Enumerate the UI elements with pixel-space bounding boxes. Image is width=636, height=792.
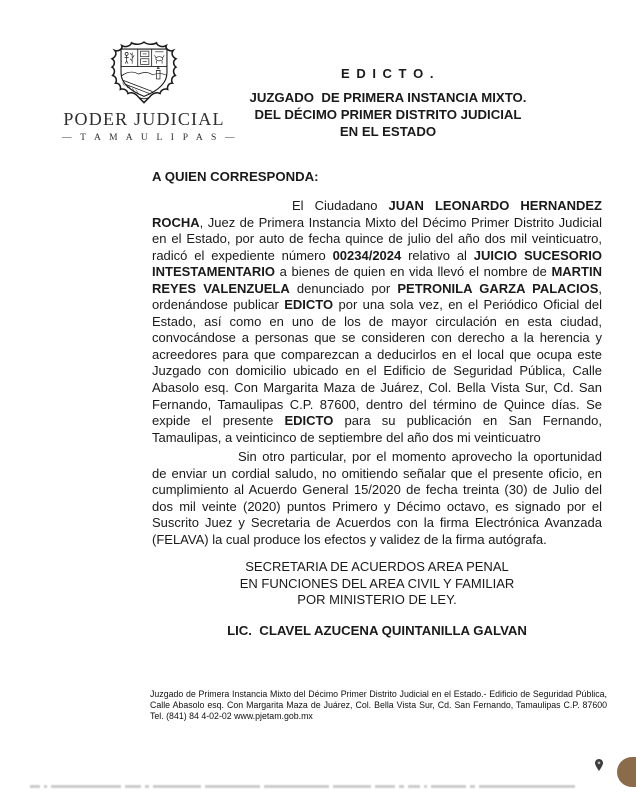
edict-paragraph: El Ciudadano JUAN LEONARDO HERNANDEZ ROCHA, Juez de Primera Instancia Mixto del Décimo Primer Distrito Judicial en el Estado, por auto de fecha quince de julio del año dos mil veinticuatro, radicó el expediente número 00234/2024 relativo al JUICIO SUCESORIO INTESTAMENTARIO a bienes de quien en vida llevó el nombre de MARTIN REYES VALENZUELA denunciado por PETRONILA GARZA PALACIOS, ordenándose publicar EDICTO por una sola vez, en el Periódico Oficial del Estado, así como en uno de los de mayor circulación en esta ciudad, convocándose a personas que se consideren con derecho a la herencia y acreedores para que comparezcan a deducirlos en el local que ocupa este Juzgado con domicilio ubicado en el Edificio de Seguridad Pública, Calle Abasolo esq. Con Margarita Maza de Juárez, Col. Bella Vista Sur, Cd. San Fernando, Tamaulipas C.P. 87600, dentro del término de Quince días. Se expide el presente EDICTO para su publicación en San Fernando, Tamaulipas, a veinticinco de septiembre del año dos mi veinticuatro xyxy=(152,198,603,445)
signatory-name: LIC. CLAVEL AZUCENA QUINTANILLA GALVAN xyxy=(227,623,527,639)
signature-office xyxy=(152,559,602,608)
document-body xyxy=(152,169,602,638)
scroll-pill-button[interactable] xyxy=(617,757,636,787)
blurred-text-fragment xyxy=(44,785,47,788)
logo-region-name: — T A M A U L I P A S — xyxy=(62,133,238,143)
blurred-text-fragment xyxy=(333,785,371,788)
signature-office-line-3: POR MINISTERIO DE LEY. xyxy=(297,591,457,607)
blurred-text-fragment xyxy=(145,785,149,788)
salutation: A QUIEN CORRESPONDA: xyxy=(152,169,319,184)
location-pin-icon[interactable] xyxy=(595,759,603,771)
blurred-text-fragment xyxy=(264,785,329,788)
court-address-footer: Juzgado de Primera Instancia Mixto del Décimo Primer Distrito Judicial en el Estado.- Edificio de Seguridad Pública, Calle Abasolo esq. Con Margarita Maza de Juárez, Col. Bella Vista Sur, Cd. San Fernando, Tamaulipas C.P. 87600 Tel. (841) 84 4-02-02 www.pjetam.gob.mx xyxy=(150,689,607,721)
court-name-line-1: JUZGADO DE PRIMERA INSTANCIA MIXTO. xyxy=(249,90,527,105)
court-name-line-2: DEL DÉCIMO PRIMER DISTRITO JUDICIAL xyxy=(254,107,522,122)
tamaulipas-coat-of-arms-icon xyxy=(108,40,180,104)
blurred-text-fragment xyxy=(408,785,420,788)
blurred-text-fragment xyxy=(424,785,427,788)
blurred-text-fragment xyxy=(375,785,395,788)
blurred-text-fragment xyxy=(125,785,141,788)
signature-office-line-2: EN FUNCIONES DEL AREA CIVIL Y FAMILIAR xyxy=(239,575,515,591)
blurred-text-fragment xyxy=(51,785,121,788)
blurred-text-fragment xyxy=(470,785,475,788)
closing-paragraph: Sin otro particular, por el momento aprovecho la oportunidad de enviar un cordial saludo, no omitiendo señalar que el presente oficio, en cumplimiento al Acuerdo General 15/2020 de fecha treinta (30) de Julio del dos mil veinte (2020) puntos Primero y Décimo octavo, es signado por el Suscrito Juez y Secretaria de Acuerdos con la firma Electrónica Avanzada (FELAVA) la cual produce los efectos y validez de la firma autógrafa. xyxy=(152,449,602,547)
cutoff-text-line xyxy=(30,784,578,788)
blurred-text-fragment xyxy=(399,785,404,788)
blurred-text-fragment xyxy=(431,785,466,788)
signature-office-line-1: SECRETARIA DE ACUERDOS AREA PENAL xyxy=(245,559,509,575)
court-name-line-3: EN EL ESTADO xyxy=(339,124,437,139)
blurred-text-fragment xyxy=(153,785,201,788)
blurred-text-fragment xyxy=(479,785,575,788)
doc-title: E D I C T O . xyxy=(341,66,435,81)
logo-org-name: PODER JUDICIAL xyxy=(63,109,225,129)
blurred-text-fragment xyxy=(30,785,40,788)
blurred-text-fragment xyxy=(205,785,260,788)
document-header xyxy=(196,67,580,140)
